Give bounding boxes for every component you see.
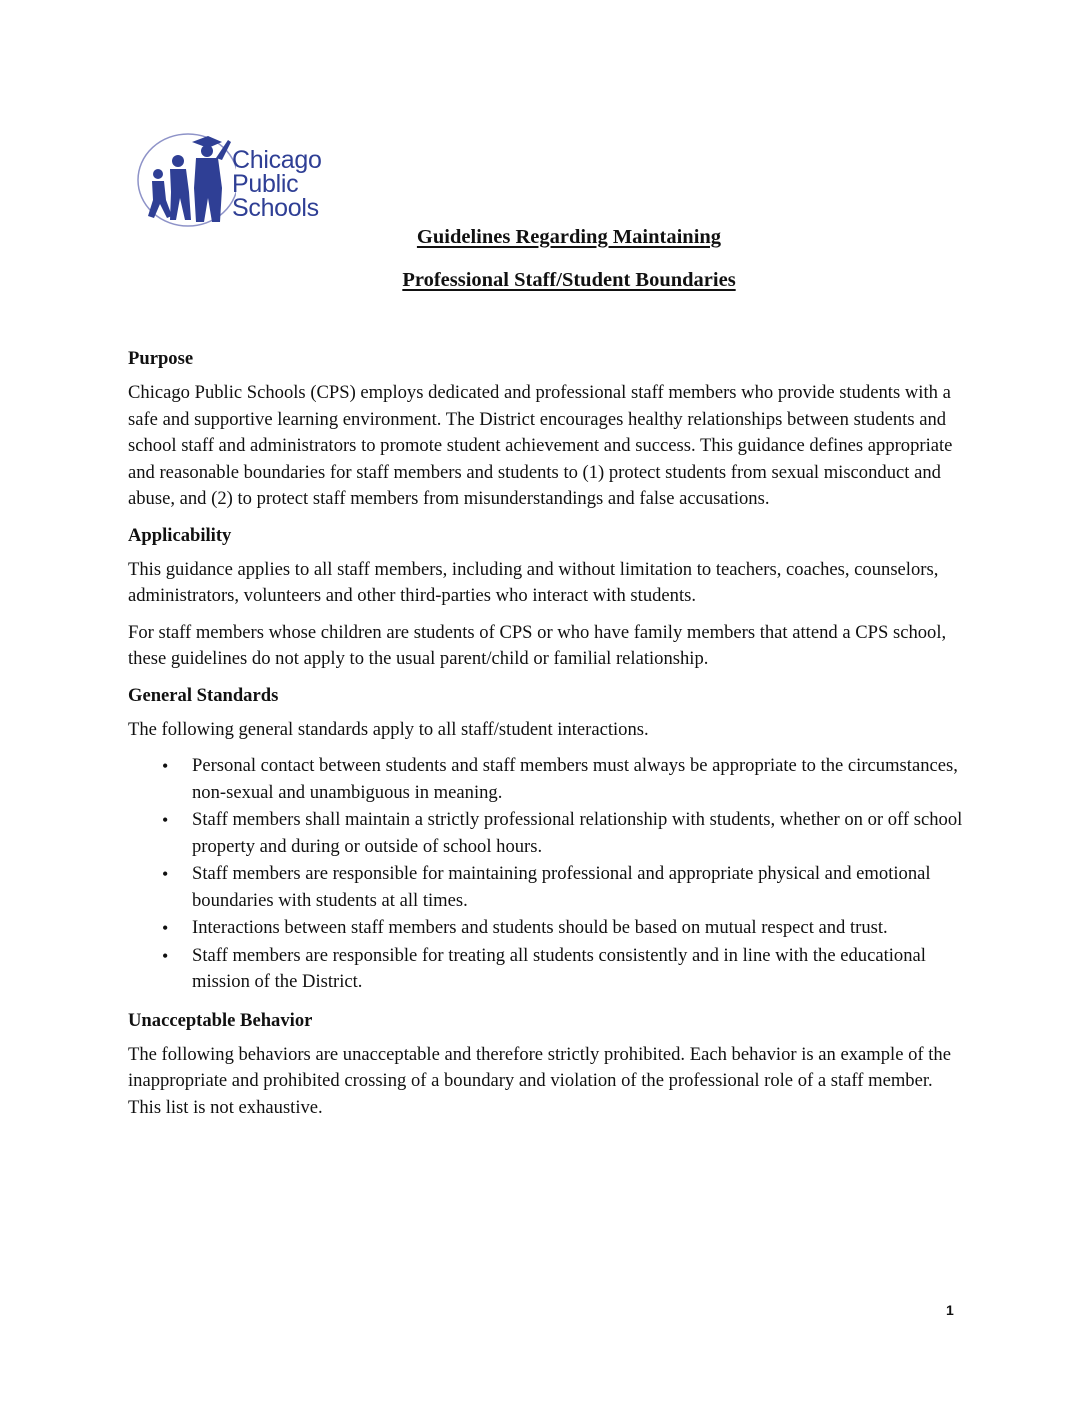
cps-logo — [136, 128, 356, 236]
document-title-line-1: Guidelines Regarding Maintaining — [416, 226, 722, 248]
logo-line-2: Public — [232, 170, 299, 198]
logo-line-3: Schools — [232, 194, 319, 222]
applicability-heading: Applicability — [128, 524, 232, 546]
general-standards-intro: The following general standards apply to all staff/student interactions. — [128, 718, 649, 740]
unacceptable-behavior-heading: Unacceptable Behavior — [128, 1009, 313, 1031]
applicability-text-2: For staff members whose children are students of CPS or who have family members that attend a CPS school, these guidelines do not apply to the usual parent/child or familial relationship. — [128, 621, 947, 669]
page-number: 1 — [946, 1302, 954, 1318]
applicability-text-1: This guidance applies to all staff members, including and without limitation to teachers, coaches, counselors, administrators, volunteers and other third-parties who interact with students. — [128, 558, 939, 606]
general-standards-heading: General Standards — [128, 684, 279, 706]
list-item: • Staff members are responsible for treating all students consistently and in line with the educational mission of the District. — [192, 943, 968, 996]
list-item: • Staff members are responsible for maintaining professional and appropriate physical and emotional boundaries with students at all times. — [192, 861, 968, 914]
list-item: • Staff members shall maintain a strictly professional relationship with students, whether on or off school property and during or outside of school hours. — [192, 807, 968, 860]
list-item: • Personal contact between students and staff members must always be appropriate to the circumstances, non-sexual and unambiguous in meaning. — [192, 753, 968, 806]
list-item: • Interactions between staff members and students should be based on mutual respect and trust. — [192, 915, 968, 942]
logo-line-1: Chicago — [232, 146, 322, 174]
cps-logo-figures-icon — [136, 128, 236, 236]
document-title-line-2: Professional Staff/Student Boundaries — [402, 269, 736, 291]
unacceptable-behavior-text: The following behaviors are unacceptable and therefore strictly prohibited. Each behavior is an example of the inappropriate and prohibited crossing of a boundary and violation of the professional role of a staff member. This list is not exhaustive. — [128, 1043, 951, 1118]
document-body — [128, 346, 968, 1131]
cps-logo-wordmark — [232, 148, 322, 220]
purpose-heading: Purpose — [128, 348, 194, 369]
general-standards-list — [128, 753, 968, 996]
purpose-text: Chicago Public Schools (CPS) employs dedicated and professional staff members who provide students with a safe and supportive learning environment. The District encourages healthy relationships between students and school staff and administrators to promote student achievement and success. This guidance defines appropriate and reasonable boundaries for staff members and students to (1) protect students from sexual misconduct and abuse, and (2) to protect staff members from misunderstandings and false accusations. — [128, 382, 953, 509]
